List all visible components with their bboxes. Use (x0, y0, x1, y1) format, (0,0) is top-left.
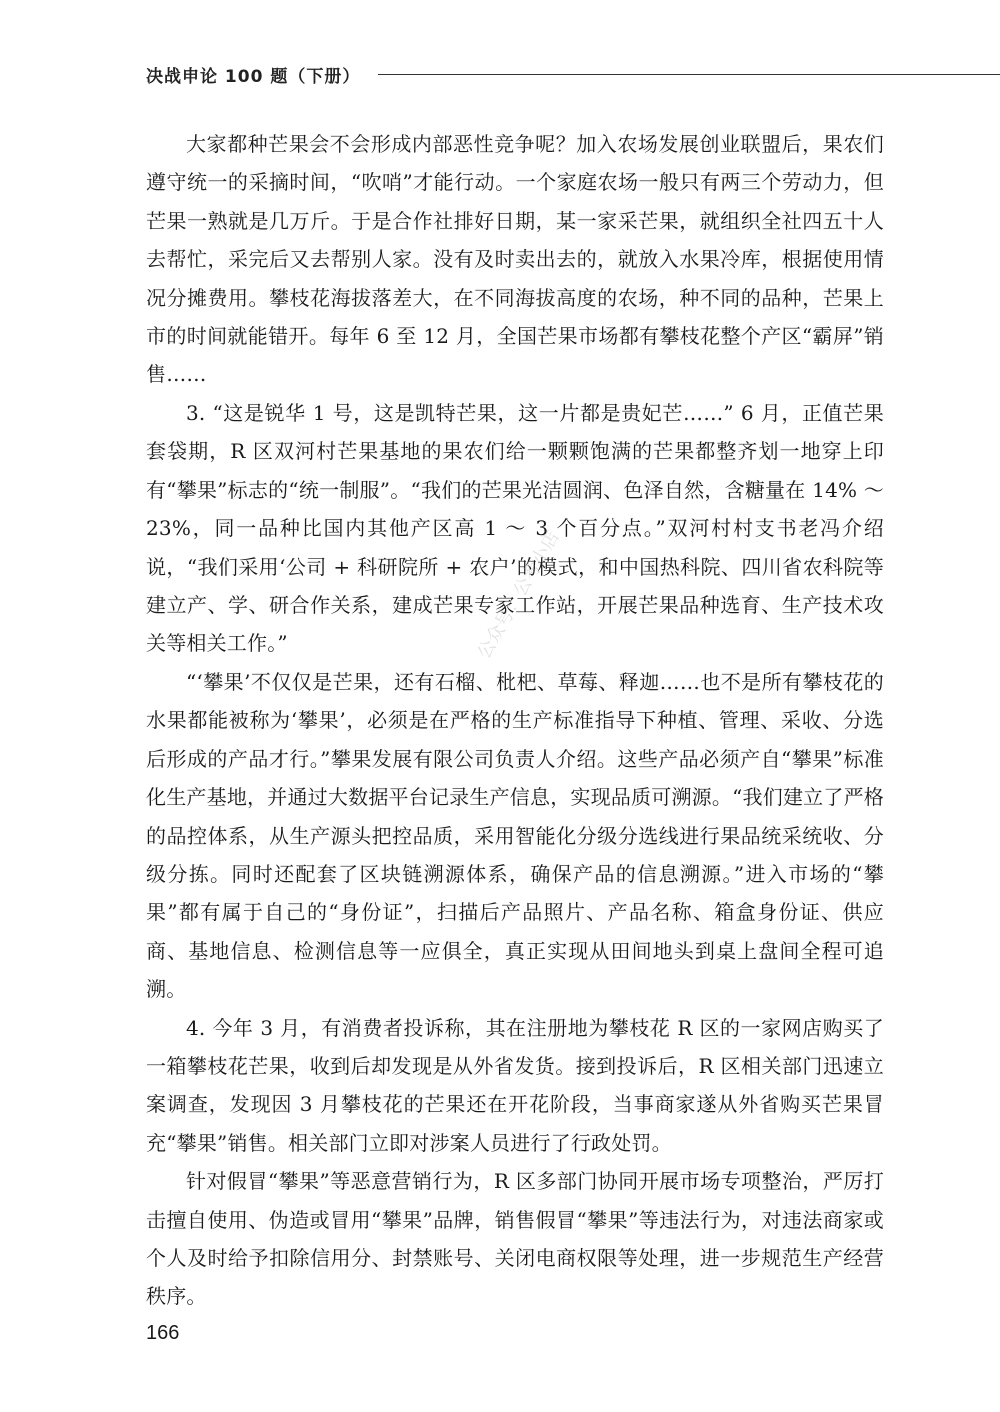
page-body (146, 125, 884, 1316)
book-title: 决战申论 100 题（下册） (146, 67, 361, 87)
paragraph-2: 3. “这是锐华 1 号，这是凯特芒果，这一片都是贵妃芒……” 6 月，正值芒果套袋期，R 区双河村芒果基地的果农们给一颗颗饱满的芒果都整齐划一地穿上印有“攀果”标志的“统一制服”。“我们的芒果光洁圆润、色泽自然，含糖量在 14% ～ 23%，同一品种比国内其他产区高 1 ～ 3 个百分点。”双河村村支书老冯介绍说，“我们采用‘公司 + 科研院所 + 农户’的模式，和中国热科院、四川省农科院等建立产、学、研合作关系，建成芒果专家工作站，开展芒果品种选育、生产技术攻关等相关工作。” (146, 401, 884, 656)
paragraph-3: “‘攀果’不仅仅是芒果，还有石榴、枇杷、草莓、释迦……也不是所有攀枝花的水果都能被称为‘攀果’，必须是在严格的生产标准指导下种植、管理、采收、分选后形成的产品才行。”攀果发展有限公司负责人介绍。这些产品必须产自“攀果”标准化生产基地，并通过大数据平台记录生产信息，实现品质可溯源。“我们建立了严格的品控体系，从生产源头把控品质，采用智能化分级分选线进行果品统采统收、分级分拣。同时还配套了区块链溯源体系，确保产品的信息溯源。”进入市场的“攀果”都有属于自己的“身份证”，扫描后产品照片、产品名称、箱盒身份证、供应商、基地信息、检测信息等一应俱全，真正实现从田间地头到桌上盘间全程可追溯。 (146, 669, 884, 1002)
watermark: 公众号：公考小店 (473, 527, 564, 663)
paragraph-5: 针对假冒“攀果”等恶意营销行为，R 区多部门协同开展市场专项整治，严厉打击擅自使用、伪造或冒用“攀果”品牌，销售假冒“攀果”等违法行为，对违法商家或个人及时给予扣除信用分、封禁账号、关闭电商权限等处理，进一步规范生产经营秩序。 (146, 1169, 884, 1309)
paragraph-1: 大家都种芒果会不会形成内部恶性竞争呢？加入农场发展创业联盟后，果农们遵守统一的采摘时间，“吹哨”才能行动。一个家庭农场一般只有两三个劳动力，但芒果一熟就是几万斤。于是合作社排好日期，某一家采芒果，就组织全社四五十人去帮忙，采完后又去帮别人家。没有及时卖出去的，就放入水果冷库，根据使用情况分摊费用。攀枝花海拔落差大，在不同海拔高度的农场，种不同的品种，芒果上市的时间就能错开。每年 6 至 12 月，全国芒果市场都有攀枝花整个产区“霸屏”销售…… (146, 132, 884, 387)
page-number: 166 (146, 1322, 180, 1344)
header-rule (378, 74, 1000, 75)
paragraph-4: 4. 今年 3 月，有消费者投诉称，其在注册地为攀枝花 R 区的一家网店购买了一箱攀枝花芒果，收到后却发现是从外省发货。接到投诉后，R 区相关部门迅速立案调查，发现因 3 月攀枝花的芒果还在开花阶段，当事商家遂从外省购买芒果冒充“攀果”销售。相关部门立即对涉案人员进行了行政处罚。 (146, 1015, 884, 1155)
running-header (146, 60, 886, 90)
